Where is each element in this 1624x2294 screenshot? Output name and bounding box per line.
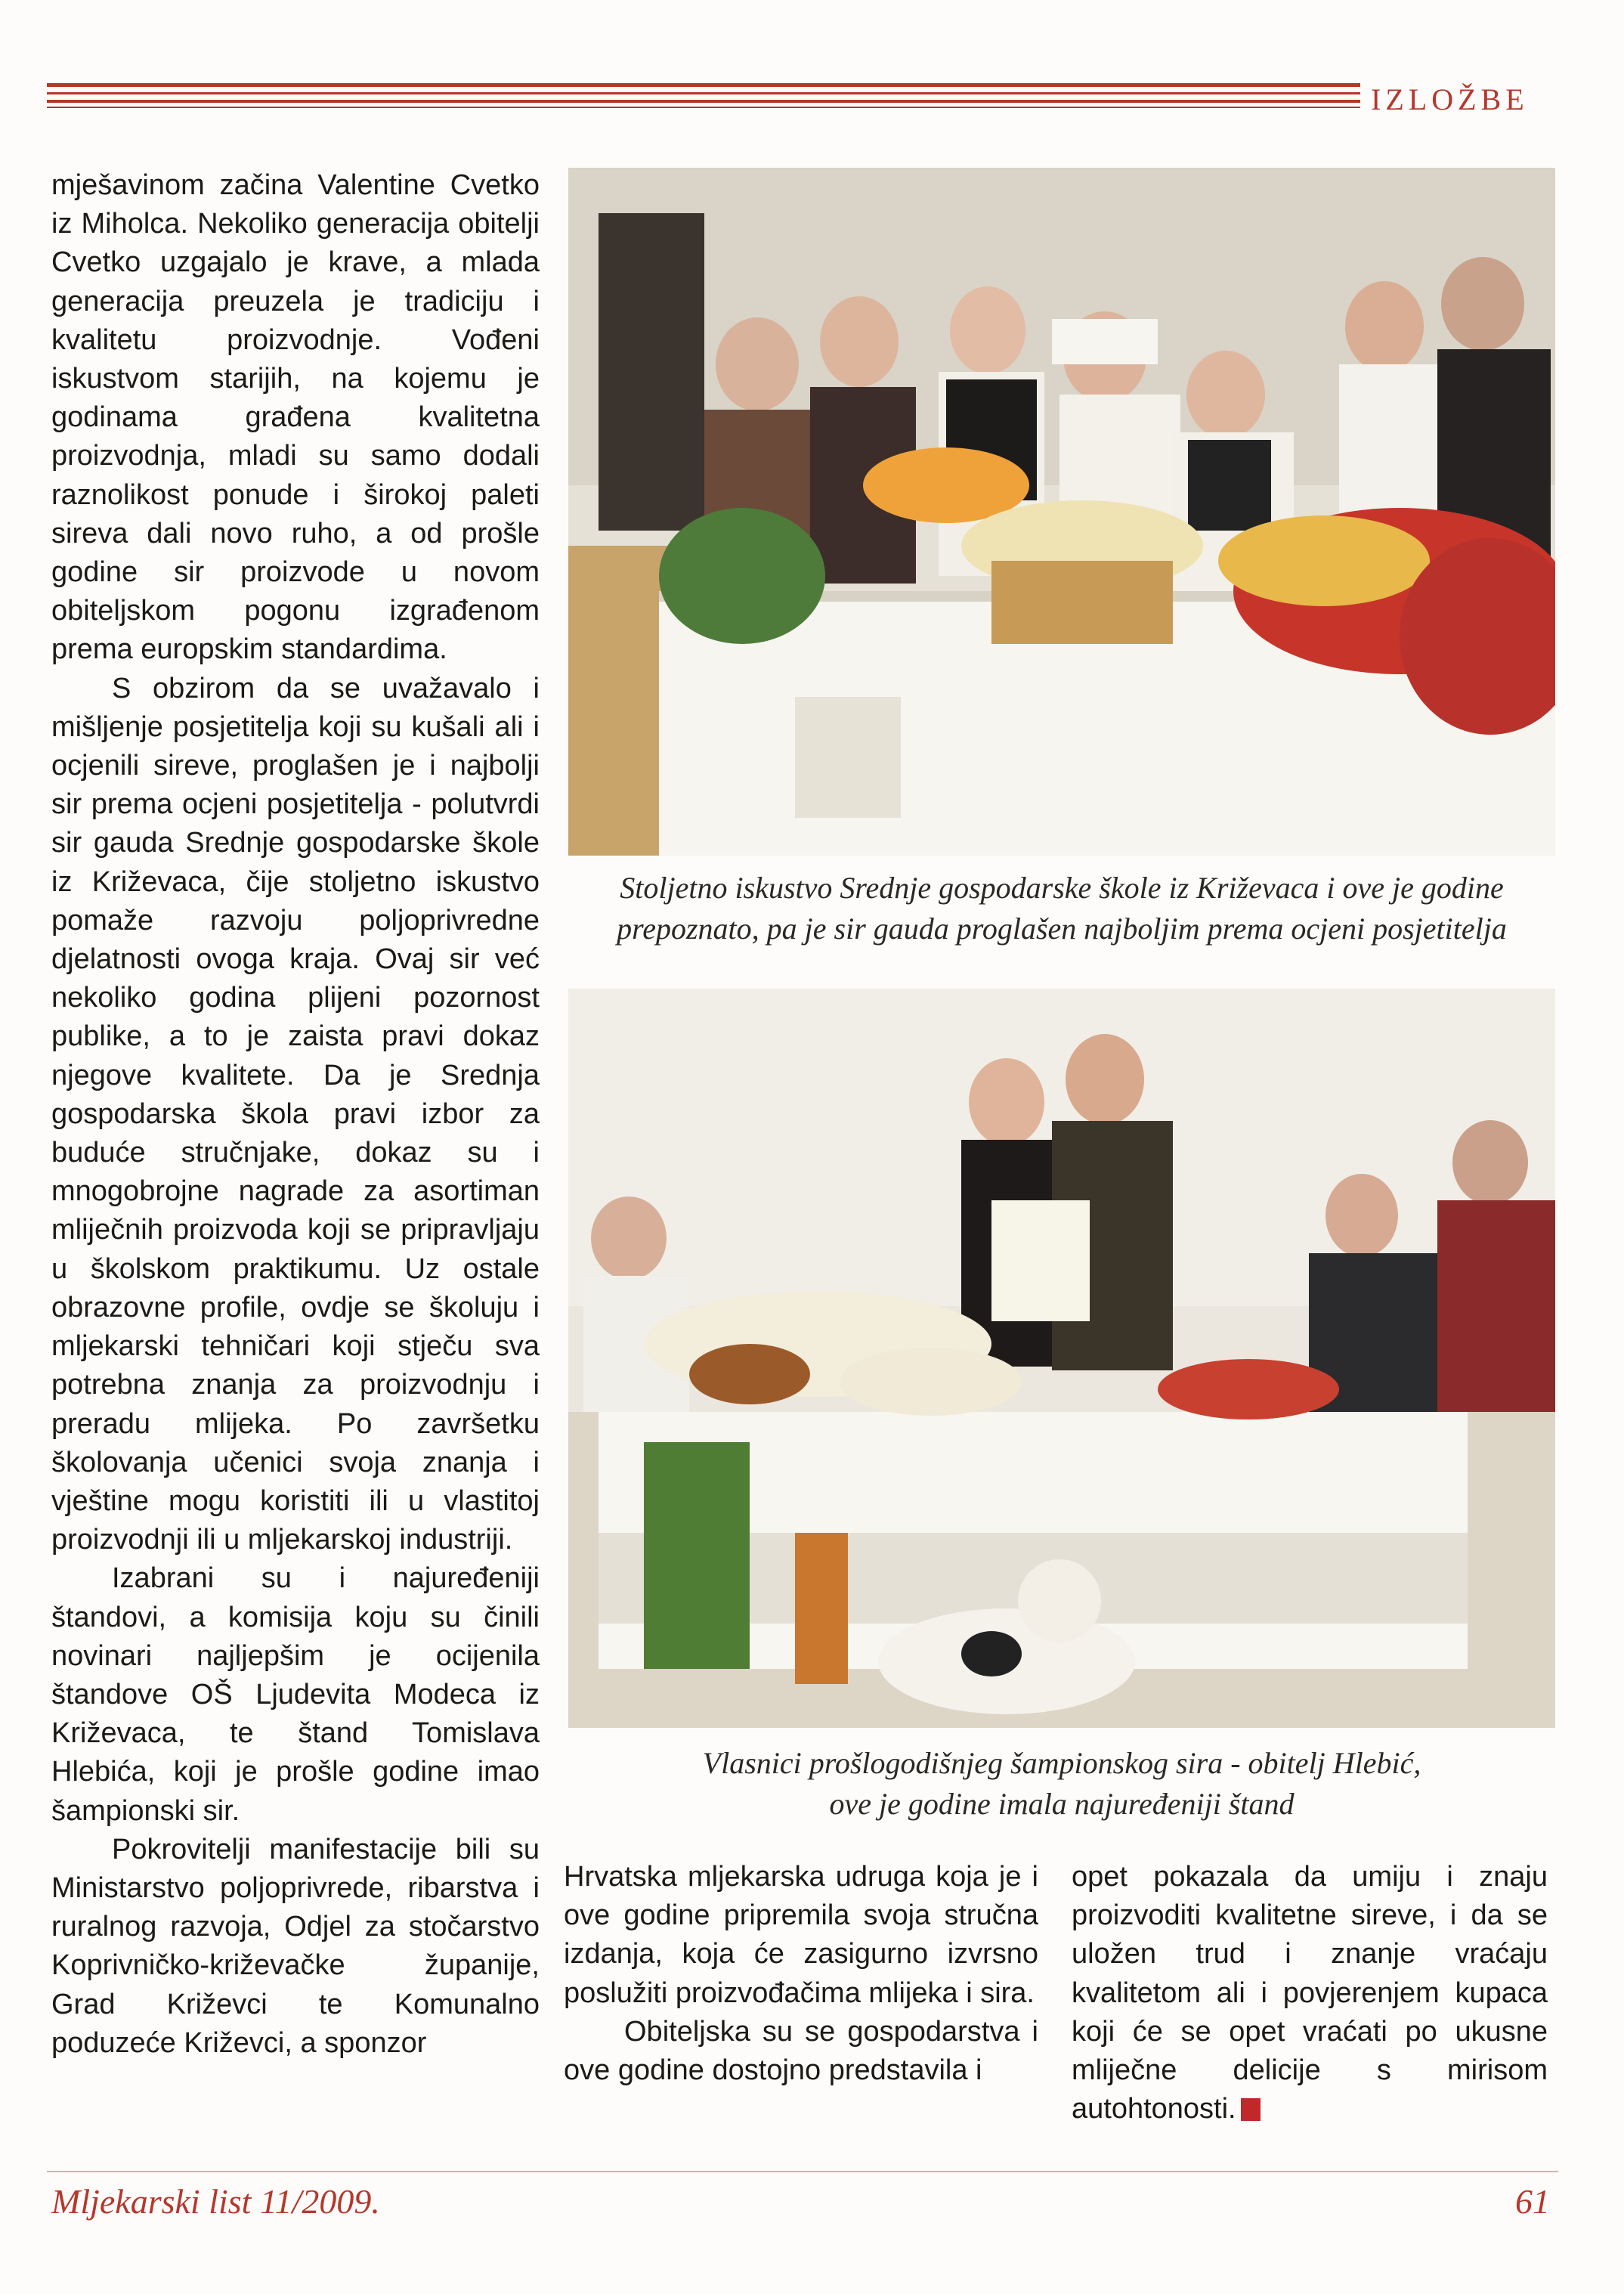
photo-hlebic-stand-image — [568, 989, 1555, 1728]
photo-school-stand — [568, 168, 1555, 856]
paragraph: Obiteljska su se gospodarstva i ove godine dostojno predstavila i — [564, 2015, 1038, 2087]
header-rule — [47, 92, 1360, 94]
footer-rule — [47, 2171, 1558, 2172]
page-number: 61 — [1515, 2182, 1550, 2221]
section-label: IZLOŽBE — [1371, 82, 1529, 116]
end-of-article-mark — [1241, 2098, 1261, 2121]
paragraph: mješavinom začina Valentine Cvetko iz Miholca. Nekoliko generacija obitelji Cvetko uzgajalo je krave, a mlada generacija preuzela je tradiciju i kvalitetu proizvodnje. Vođeni iskustvom starijih, na kojemu je godinama građena kvalitetna proizvodnja, mladi su samo dodali raznolikost ponude i širokoj paleti sireva dali novo ruho, a od prošle godine sir proizvode u novom obiteljskom pogonu izgrađenom prema europskim standardima. — [51, 169, 540, 666]
article-column-middle — [564, 1858, 1038, 2090]
photo-caption — [568, 1743, 1555, 1825]
caption-line: Vlasnici prošlogodišnjeg šampionskog sira - obitelj Hlebić, — [702, 1746, 1421, 1780]
paragraph: Hrvatska mljekarska udruga koja je i ove godine pripremila svoja stručna izdanja, koja će zasigurno izvrsno poslužiti proizvođačima mlijeka i sira. — [564, 1861, 1038, 2009]
paragraph: Pokrovitelji manifestacije bili su Ministarstvo poljoprivrede, ribarstva i ruralnog razvoja, Odjel za stočarstvo Koprivničko-križevačke županije, Grad Križevci te Komunalno poduzeće Križevci, a sponzor — [51, 1833, 540, 2059]
article-column-right — [1072, 1858, 1548, 2128]
header-rule — [47, 100, 1360, 103]
article-column-left — [51, 166, 540, 2063]
photo-hlebic-stand — [568, 989, 1555, 1728]
caption-line: ove je godine imala najuređeniji štand — [829, 1787, 1295, 1821]
paragraph: S obzirom da se uvažavalo i mišljenje posjetitelja koji su kušali ali i ocjenili sireve, proglašen je i najbolji sir prema ocjeni posjetitelja - polutvrdi sir gauda Srednje gospodarske škole iz Križevaca, čije stoljetno iskustvo pomaže razvoju poljoprivredne djelatnosti ovoga kraja. Ovaj sir već nekoliko godina plijeni pozornost publike, a to je zaista pravi dokaz njegove kvalitete. Da je Srednja gospodarska škola pravi izbor za buduće stručnjake, dokaz su i mnogobrojne nagrade za asortiman mliječnih proizvoda koji se pripravljaju u školskom praktikumu. Uz ostale obrazovne profile, ovdje se školuju i mljekarski tehničari koji stječu sva potrebna znanja za proizvodnju i preradu mlijeka. Po završetku školovanja učenici svoja znanja i vještine mogu koristiti ili u vlastitoj proizvodnji ili u mljekarskoj industriji. — [51, 672, 540, 1556]
paragraph-text: opet pokazala da umiju i znaju proizvoditi kvalitetne sireve, i da se uložen trud i znanje vraćaju kvalitetom ali i povjerenjem kupaca koji će se opet vraćati po ukusne mliječne delicije s mirisom autohtonosti. — [1072, 1861, 1548, 2125]
paragraph: Izabrani su i najuređeniji štandovi, a komisija koju su činili novinari najljepšim je ocijenila štandove OŠ Ljudevita Modeca iz Križevaca, te štand Tomislava Hlebića, koji je prošle godine imao šampionski sir. — [51, 1562, 540, 1827]
photo-caption: Stoljetno iskustvo Srednje gospodarske škole iz Križevaca i ove je godine prepoznato, pa je sir gauda proglašen najboljim prema ocjeni posjetitelja — [617, 871, 1507, 946]
paragraph — [1072, 1858, 1548, 2128]
header-rule — [47, 83, 1360, 87]
publication-title: Mljekarski list 11/2009. — [51, 2182, 380, 2221]
header-rule — [47, 107, 1360, 108]
photo-school-stand-image — [568, 168, 1555, 856]
